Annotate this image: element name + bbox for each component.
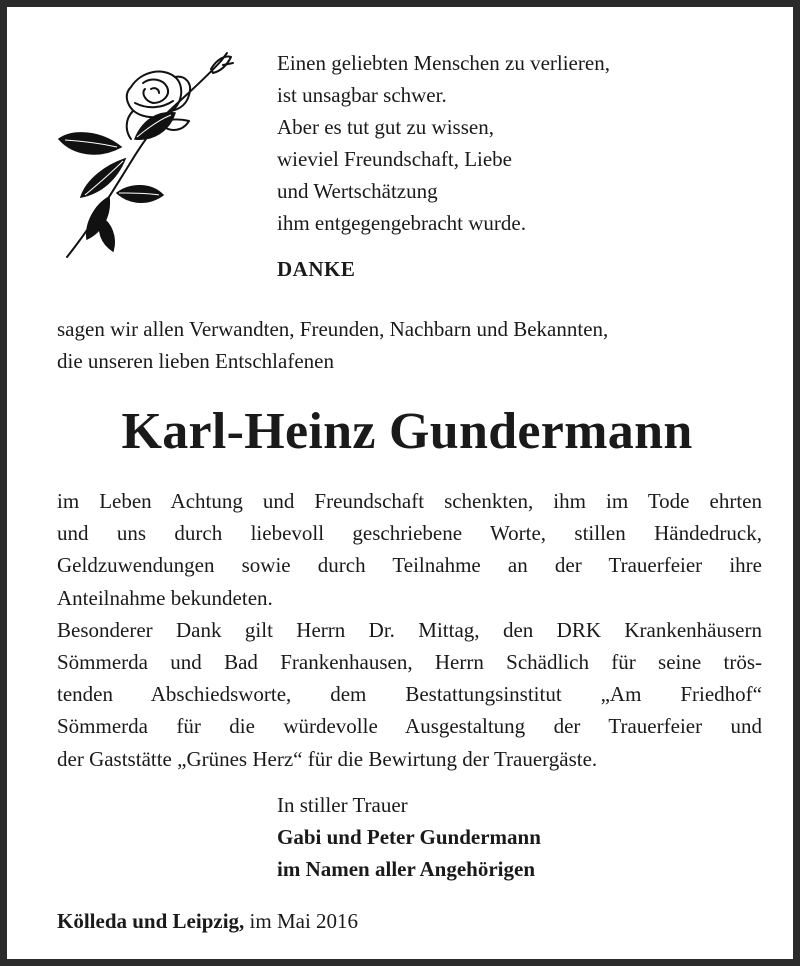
body-line: Geldzuwendungen sowie durch Teilnahme an der Trauerfeier ihre <box>57 553 762 578</box>
poem-line: und Wertschätzung <box>277 179 438 203</box>
poem-line: Einen geliebten Menschen zu verlieren, <box>277 51 610 75</box>
deceased-name: Karl-Heinz Gundermann <box>121 403 693 460</box>
thanks-body <box>57 485 762 775</box>
poem-line: ihm entgegengebracht wurde. <box>277 211 526 235</box>
place-location: Kölleda und Leipzig, <box>57 909 245 933</box>
danke-heading: DANKE <box>277 257 356 281</box>
intro-line: die unseren lieben Entschlafenen <box>57 349 334 373</box>
rose-icon <box>51 47 241 267</box>
poem-line: wieviel Freundschaft, Liebe <box>277 147 512 171</box>
body-line: Anteilnahme bekundeten. <box>57 585 273 610</box>
body-line: Sömmerda für die würdevolle Ausgestaltung der Trauerfeier und <box>57 714 762 739</box>
signoff-family: im Namen aller Angehörigen <box>277 857 536 881</box>
signoff <box>277 789 541 885</box>
poem-line: Aber es tut gut zu wissen, <box>277 115 494 139</box>
intro-line: sagen wir allen Verwandten, Freunden, Nachbarn und Bekannten, <box>57 317 609 341</box>
intro-text <box>57 313 762 377</box>
poem <box>277 47 757 239</box>
poem-line: ist unsagbar schwer. <box>277 83 447 107</box>
body-line: Sömmerda und Bad Frankenhausen, Herrn Schädlich für seine trös- <box>57 650 762 675</box>
body-line: der Gaststätte „Grünes Herz“ für die Bewirtung der Trauergäste. <box>57 746 598 771</box>
body-line: und uns durch liebevoll geschriebene Worte, stillen Händedruck, <box>57 521 762 546</box>
body-line: Besonderer Dank gilt Herrn Dr. Mittag, den DRK Krankenhäusern <box>57 617 762 642</box>
signoff-names: Gabi und Peter Gundermann <box>277 825 541 849</box>
place-date-value: im Mai 2016 <box>249 909 359 933</box>
signoff-line: In stiller Trauer <box>277 793 408 817</box>
body-line: tenden Abschiedsworte, dem Bestattungsinstitut „Am Friedhof“ <box>57 682 762 707</box>
body-line: im Leben Achtung und Freundschaft schenkten, ihm im Tode ehrten <box>57 489 762 513</box>
place-date <box>57 905 358 937</box>
